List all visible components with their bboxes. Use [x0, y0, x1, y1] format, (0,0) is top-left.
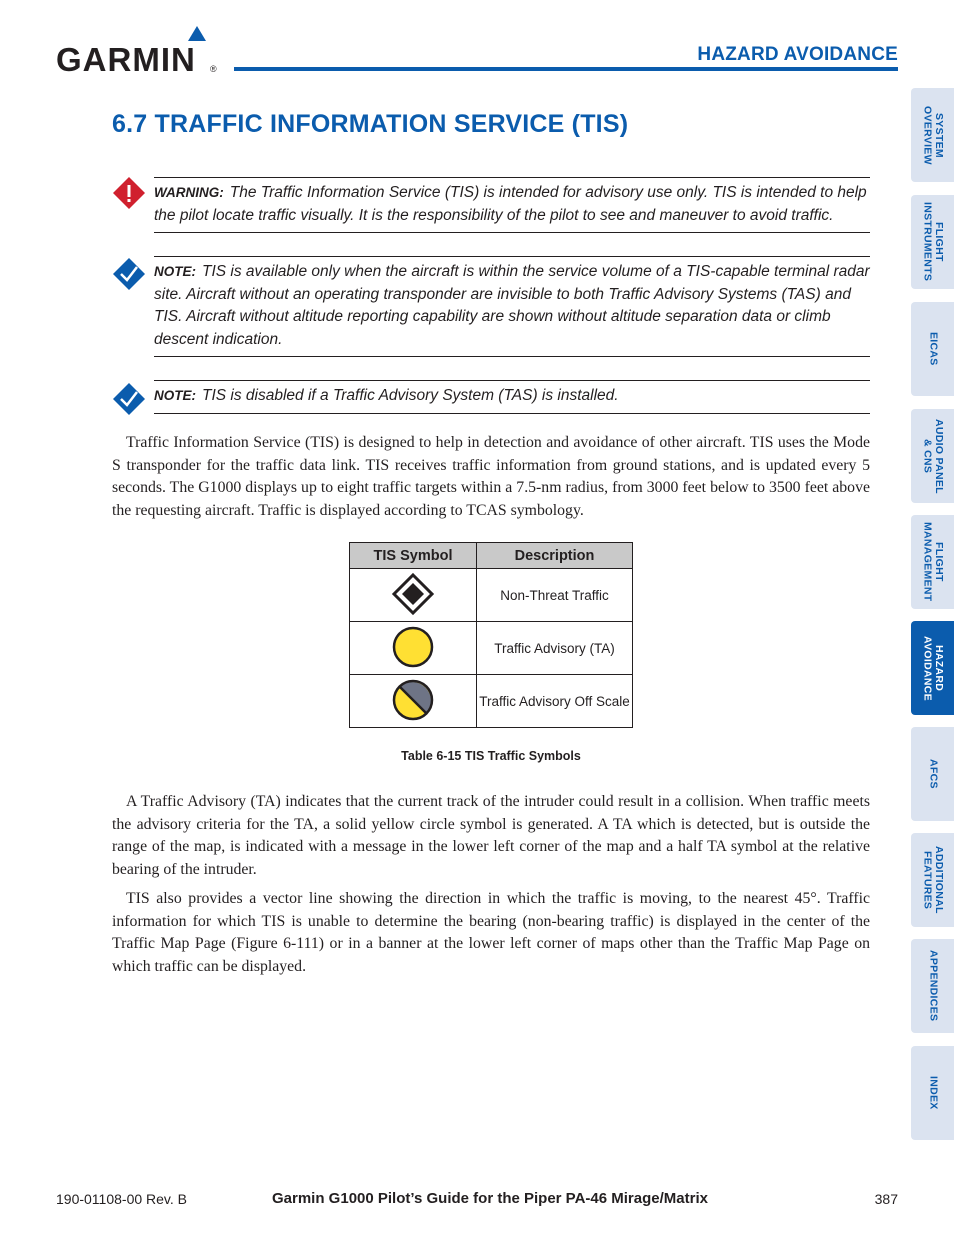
body-paragraph: A Traffic Advisory (TA) indicates that the current track of the intruder could result in a collision. When traffic meets the advisory criteria for the TA, a solid yellow circle symbol is generated. A TA which is detected, but is outside the range of the map, is indicated with a message in the lower left corner of the map and a half TA symbol at the relative bearing of the intruder.	[112, 793, 870, 878]
tab-label: FLIGHT INSTRUMENTS	[921, 202, 945, 282]
table-cell-symbol	[350, 675, 477, 728]
garmin-logo-wordmark: GARMIN	[56, 41, 196, 76]
note-check-icon	[112, 382, 146, 416]
tab-label: SYSTEM OVERVIEW	[921, 105, 945, 165]
page-title: 6.7 TRAFFIC INFORMATION SERVICE (TIS)	[112, 110, 629, 138]
table-cell-description: Traffic Advisory (TA)	[477, 622, 633, 675]
tab-hazard-avoidance[interactable]	[911, 621, 954, 715]
footer-guide-title: Garmin G1000 Pilot’s Guide for the Piper PA-46 Mirage/Matrix	[272, 1190, 708, 1207]
traffic-advisory-circle-icon	[390, 625, 436, 669]
tab-additional-features[interactable]	[911, 833, 954, 927]
tab-afcs[interactable]	[911, 727, 954, 821]
table-header-row	[350, 543, 633, 569]
tab-label: AFCS	[927, 759, 940, 789]
warning-lead: WARNING:	[154, 185, 224, 200]
tab-label: AUDIO PANEL & CNS	[921, 418, 945, 494]
tab-flight-management[interactable]	[911, 515, 954, 609]
table-row	[350, 569, 633, 622]
tab-label: ADDITIONAL FEATURES	[921, 846, 945, 914]
table-cell-symbol	[350, 569, 477, 622]
garmin-logo	[56, 26, 220, 76]
garmin-logo-registered-mark: ®	[210, 64, 217, 74]
table-row	[350, 622, 633, 675]
tab-label: INDEX	[927, 1076, 940, 1110]
table-caption: Table 6-15 TIS Traffic Symbols	[401, 749, 581, 763]
body-paragraph: TIS also provides a vector line showing the direction in which the traffic is moving, to the nearest 45°. Traffic information for which TIS is unable to determine the bearing (non-bearing traffic) is displayed in the center of the Traffic Map Page (Figure 6-111) or in a banner at the lower left corner of maps other than the Traffic Map Page on which traffic can be displayed.	[112, 890, 870, 975]
note-check-icon	[112, 257, 146, 291]
section-label: HAZARD AVOIDANCE	[697, 44, 898, 65]
table-cell-description: Non-Threat Traffic	[477, 569, 633, 622]
footer-doc-number: 190-01108-00 Rev. B	[56, 1191, 188, 1207]
non-threat-diamond-icon	[390, 572, 436, 616]
note-text: TIS is disabled if a Traffic Advisory System (TAS) is installed.	[202, 387, 619, 404]
table-cell-symbol	[350, 622, 477, 675]
footer-page-number: 387	[874, 1191, 898, 1207]
warning-text: The Traffic Information Service (TIS) is intended for advisory use only. TIS is intended to help the pilot locate traffic visually. It is the responsibility of the pilot to see and maneuver to avoid traffic.	[154, 184, 867, 224]
tab-eicas[interactable]	[911, 302, 954, 396]
body-paragraph: Traffic Information Service (TIS) is designed to help in detection and avoidance of other aircraft. TIS uses the Mode S transponder for the traffic data link. TIS receives traffic information from ground stations, and is updated every 5 seconds. The G1000 displays up to eight traffic targets within a 7.5-nm radius, from 3000 feet below to 3500 feet above the requesting aircraft. Traffic is displayed according to TCAS symbology.	[112, 434, 870, 519]
note-lead: NOTE:	[154, 388, 196, 403]
note-callout-service-volume	[154, 256, 870, 357]
tab-audio-panel-cns[interactable]	[911, 409, 954, 503]
note-callout-tas-installed	[154, 380, 870, 414]
tab-index[interactable]	[911, 1046, 954, 1140]
garmin-logo-triangle-icon	[188, 26, 206, 41]
table-header-description: Description	[477, 543, 633, 569]
tab-label: FLIGHT MANAGEMENT	[921, 522, 945, 602]
tab-label: EICAS	[927, 332, 940, 366]
header-rule	[234, 67, 898, 71]
tab-label: APPENDICES	[927, 950, 940, 1022]
table-row	[350, 675, 633, 728]
table-header-symbol: TIS Symbol	[350, 543, 477, 569]
warning-icon	[112, 176, 146, 210]
tab-appendices[interactable]	[911, 939, 954, 1033]
table-cell-description: Traffic Advisory Off Scale	[477, 675, 633, 728]
note-text: TIS is available only when the aircraft is within the service volume of a TIS-capable terminal radar site. Aircraft without an operating transponder are invisible to both Traffic Advisory Systems (TAS) and TIS. Aircraft without altitude reporting capability are shown without altitude separation data or climb descent indication.	[154, 263, 870, 348]
traffic-advisory-off-scale-icon	[390, 678, 436, 722]
tab-label: HAZARD AVOIDANCE	[921, 635, 945, 701]
warning-callout	[154, 177, 870, 233]
note-lead: NOTE:	[154, 264, 196, 279]
tab-flight-instruments[interactable]	[911, 195, 954, 289]
tab-system-overview[interactable]	[911, 88, 954, 182]
tis-symbols-table	[349, 542, 633, 728]
